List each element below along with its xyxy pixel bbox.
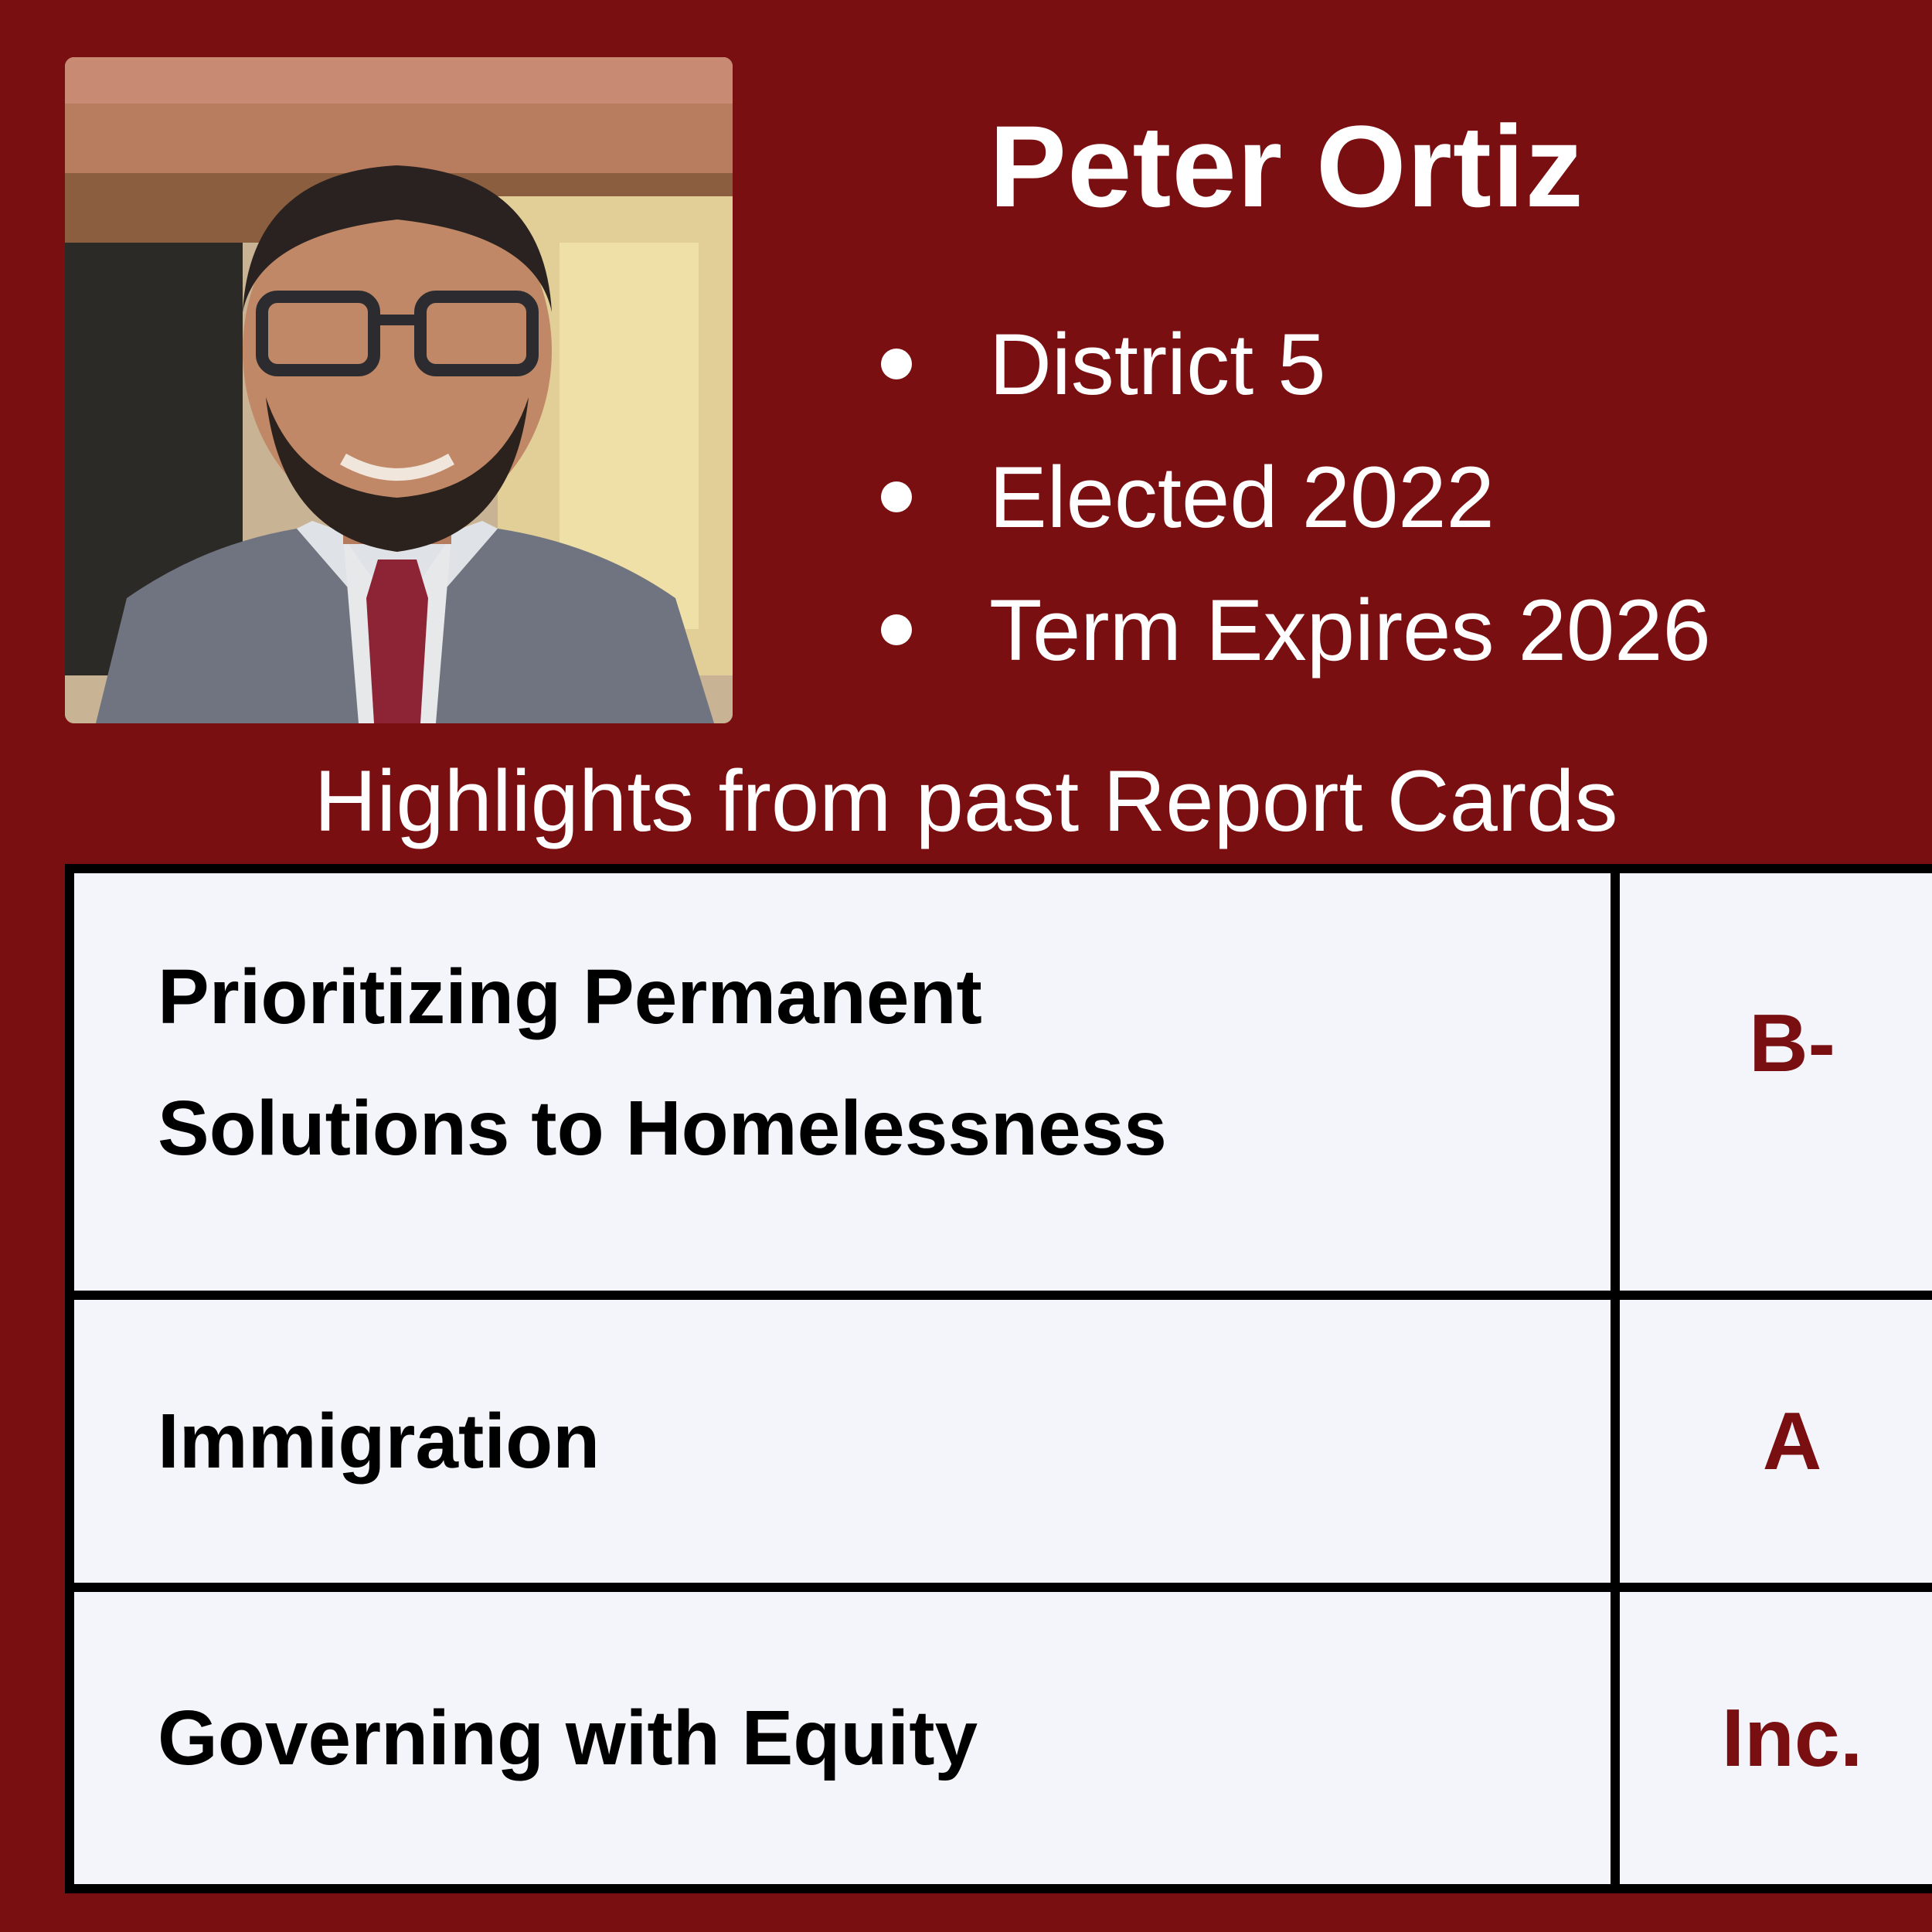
- grade-immigration: A: [1615, 1295, 1932, 1587]
- grade-equity: Inc.: [1615, 1587, 1932, 1889]
- grade-homelessness: B-: [1615, 869, 1932, 1295]
- bullet-icon: [881, 614, 912, 645]
- candidate-name: Peter Ortiz: [989, 101, 1584, 231]
- fact-term-expires: [881, 563, 1711, 696]
- issue-homelessness-line2: Solutions to Homelessness: [158, 1085, 1167, 1172]
- fact-term-label: Term Expires 2026: [989, 581, 1711, 679]
- issue-equity: Governing with Equity: [70, 1587, 1615, 1889]
- candidate-photo: [65, 57, 733, 723]
- issue-immigration: Immigration: [70, 1295, 1615, 1587]
- highlights-heading: Highlights from past Report Cards: [314, 753, 1618, 849]
- issue-homelessness-line1: Prioritizing Permanent: [158, 954, 982, 1040]
- table-row: [70, 1587, 1932, 1889]
- table-row: [70, 1295, 1932, 1587]
- fact-district: [881, 298, 1711, 430]
- portrait-photo-icon: [65, 57, 733, 723]
- candidate-facts-list: [881, 298, 1711, 696]
- issue-homelessness: [70, 869, 1615, 1295]
- fact-district-label: District 5: [989, 315, 1326, 413]
- bullet-icon: [881, 481, 912, 512]
- table-row: [70, 869, 1932, 1295]
- fact-elected: [881, 430, 1711, 563]
- fact-elected-label: Elected 2022: [989, 448, 1495, 546]
- bullet-icon: [881, 349, 912, 379]
- report-card-table: [65, 864, 1932, 1893]
